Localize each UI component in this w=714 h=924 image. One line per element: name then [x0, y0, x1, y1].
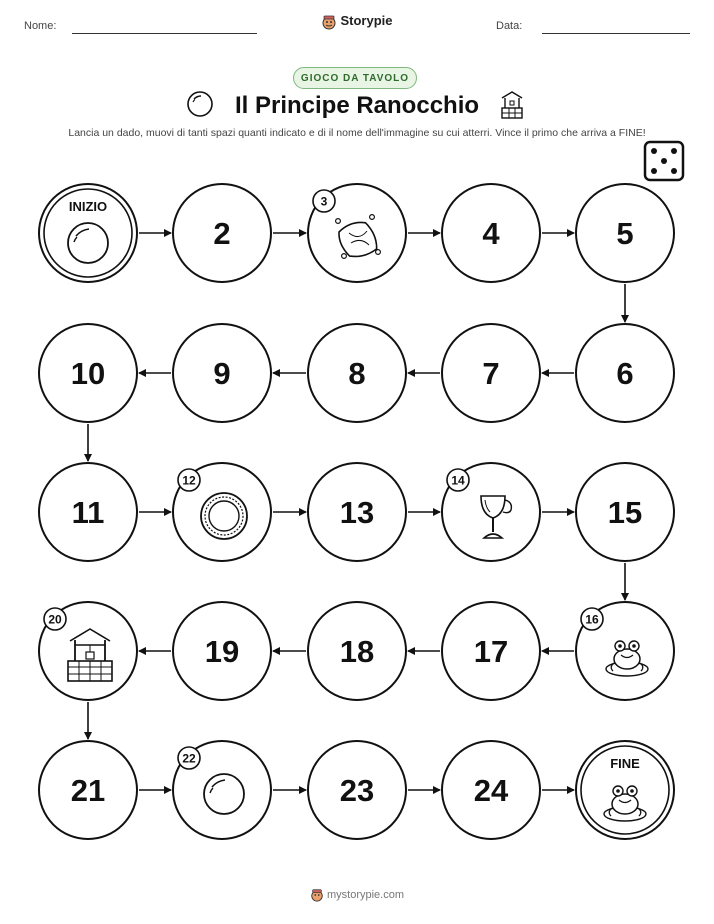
- footer: [0, 888, 714, 902]
- space-number: 2: [213, 216, 231, 251]
- board-space[interactable]: [442, 602, 540, 700]
- board-space[interactable]: [39, 602, 137, 700]
- space-number-badge: [581, 608, 603, 630]
- storypie-mascot-icon: [310, 888, 324, 902]
- date-label: Data:: [496, 20, 523, 32]
- board-space[interactable]: [576, 463, 674, 561]
- board-space[interactable]: [308, 602, 406, 700]
- board-space[interactable]: [308, 463, 406, 561]
- space-number: 9: [213, 356, 231, 391]
- svg-text:12: 12: [182, 473, 196, 488]
- page-title: Il Principe Ranocchio: [234, 92, 480, 119]
- space-number-badge: [178, 747, 200, 769]
- board-space[interactable]: [308, 741, 406, 839]
- brand-name: Storypie: [340, 13, 393, 28]
- space-label: INIZIO: [68, 199, 108, 214]
- board-space[interactable]: [442, 324, 540, 422]
- space-number: 13: [339, 495, 375, 530]
- finish-space[interactable]: [576, 741, 674, 839]
- svg-text:16: 16: [585, 612, 599, 627]
- space-number: 7: [482, 356, 500, 391]
- space-number: 24: [473, 773, 509, 808]
- space-label: FINE: [610, 756, 640, 771]
- space-number: 18: [339, 634, 375, 669]
- space-number: 19: [204, 634, 240, 669]
- board-space[interactable]: [39, 741, 137, 839]
- board-space[interactable]: [576, 602, 674, 700]
- board-space[interactable]: [442, 184, 540, 282]
- board-space[interactable]: [442, 741, 540, 839]
- svg-text:3: 3: [320, 194, 328, 209]
- category-badge: GIOCO DA TAVOLO: [293, 67, 417, 89]
- svg-text:22: 22: [182, 751, 196, 766]
- board-space[interactable]: [173, 324, 271, 422]
- board-space[interactable]: [173, 463, 271, 561]
- board-space[interactable]: [308, 324, 406, 422]
- space-number: 23: [339, 773, 375, 808]
- board-space[interactable]: [173, 741, 271, 839]
- ball-icon: [204, 774, 244, 814]
- space-number: 6: [616, 356, 634, 391]
- board-space[interactable]: [173, 602, 271, 700]
- space-number-badge: [313, 190, 335, 212]
- board-space[interactable]: [442, 463, 540, 561]
- name-label: Nome:: [24, 20, 57, 32]
- space-number: 17: [473, 634, 509, 669]
- space-number: 10: [70, 356, 106, 391]
- ball-icon: [68, 223, 108, 263]
- space-number: 4: [482, 216, 500, 251]
- board-space[interactable]: [576, 324, 674, 422]
- board-space[interactable]: [308, 184, 406, 282]
- svg-text:14: 14: [451, 473, 465, 488]
- board-space[interactable]: [39, 463, 137, 561]
- space-number: 8: [348, 356, 366, 391]
- space-number: 11: [71, 495, 105, 530]
- start-space[interactable]: [39, 184, 137, 282]
- board-space[interactable]: [39, 324, 137, 422]
- space-number: 21: [70, 773, 106, 808]
- footer-url[interactable]: mystorypie.com: [326, 888, 405, 901]
- space-number-badge: [447, 469, 469, 491]
- board-space[interactable]: [576, 184, 674, 282]
- svg-text:20: 20: [48, 612, 62, 627]
- space-number: 15: [607, 495, 643, 530]
- dice-icon: [645, 142, 683, 180]
- instructions: Lancia un dado, muovi di tanti spazi quanti indicato e di il nome dell'immagine su cui atterri. Vince il primo che arriva a FINE!: [68, 127, 646, 139]
- space-number: 5: [616, 216, 634, 251]
- space-number-badge: [44, 608, 66, 630]
- board-space[interactable]: [173, 184, 271, 282]
- space-number-badge: [178, 469, 200, 491]
- plate-icon: [201, 493, 247, 539]
